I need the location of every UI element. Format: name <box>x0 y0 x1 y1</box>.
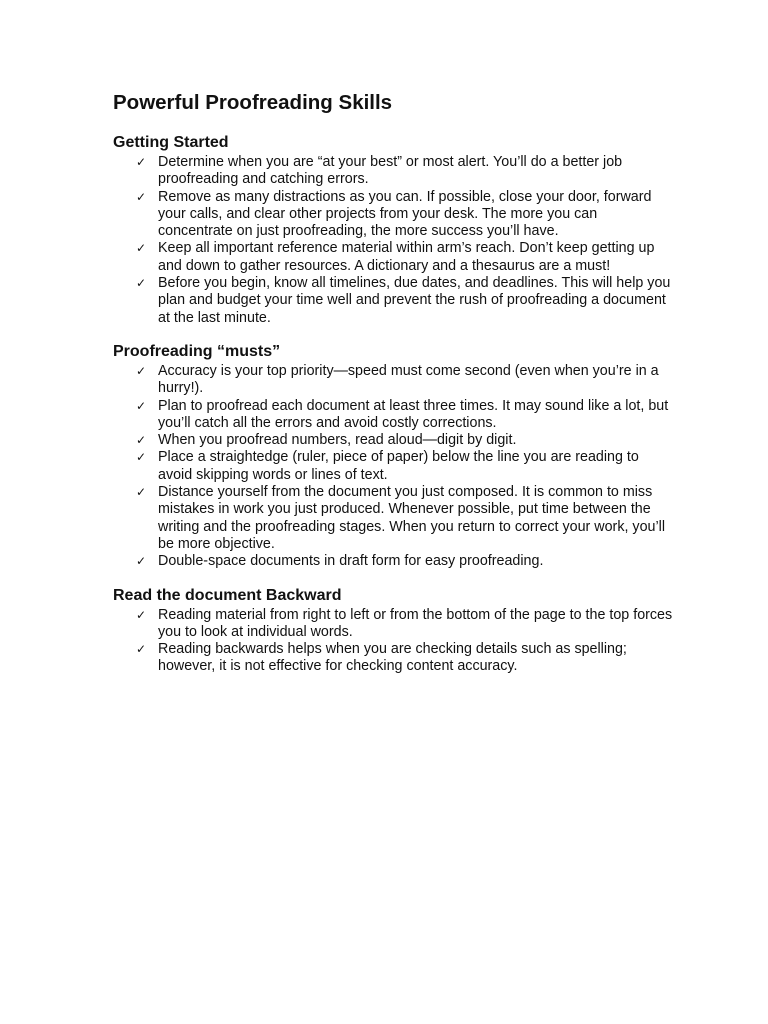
list-item <box>113 641 673 676</box>
document-title: Powerful Proofreading Skills <box>113 91 393 114</box>
checkmark-icon: ✓ <box>136 189 147 204</box>
list-item-text: When you proofread numbers, read aloud—digit by digit. <box>158 432 517 449</box>
checkmark-icon: ✓ <box>136 363 147 378</box>
section-heading-getting-started: Getting Started <box>113 134 229 151</box>
list-item-text: Reading material from right to left or from the bottom of the page to the top forces you to look at individual words. <box>158 606 673 640</box>
list-item <box>113 240 673 275</box>
list-item-text: Accuracy is your top priority—speed must come second (even when you’re in a hurry!). <box>158 362 659 397</box>
list-item-text: Plan to proofread each document at least three times. It may sound like a lot, but you’ll catch all the errors and avoid costly corrections. <box>158 397 669 431</box>
checkmark-icon: ✓ <box>136 642 147 657</box>
checkmark-icon: ✓ <box>136 155 147 169</box>
list-item <box>113 189 673 241</box>
checkmark-icon: ✓ <box>136 450 147 465</box>
list-item <box>113 432 673 449</box>
list-item-text: Determine when you are “at your best” or most alert. You’ll do a better job proofreading and catching errors. <box>158 154 623 188</box>
checkmark-icon: ✓ <box>136 554 147 569</box>
list-item <box>113 398 673 433</box>
section-heading-read-backward: Read the document Backward <box>113 586 342 604</box>
checkmark-icon: ✓ <box>136 607 147 622</box>
list-item-text: Double-space documents in draft form for easy proofreading. <box>158 553 544 570</box>
list-item-text: Place a straightedge (ruler, piece of paper) below the line you are reading to avoid skipping words or lines of text. <box>158 449 639 483</box>
section-heading-proofreading-musts: Proofreading “musts” <box>113 342 281 360</box>
list-item <box>113 553 673 570</box>
list-item-text: Before you begin, know all timelines, due dates, and deadlines. This will help you plan and budget your time well and prevent the rush of proofreading a document at the last minute. <box>158 275 671 326</box>
list-item <box>113 154 673 189</box>
checkmark-icon: ✓ <box>136 433 147 448</box>
list-item-text: Distance yourself from the document you just composed. It is common to miss mistakes in work you just produced. Whenever possible, put time between the writing and the proofreading stages. When you return to correct your work, you’ll be more objective. <box>158 484 665 552</box>
checklist-getting-started <box>113 154 673 327</box>
list-item <box>113 607 673 642</box>
checklist-read-backward <box>113 607 673 676</box>
checkmark-icon: ✓ <box>136 276 147 291</box>
list-item-text: Remove as many distractions as you can. If possible, close your door, forward your calls, and clear other projects from your desk. The more you can concentrate on just proofreading, the more success you’ll have. <box>158 188 652 240</box>
list-item-text: Reading backwards helps when you are checking details such as spelling; however, it is not effective for checking content accuracy. <box>158 641 627 675</box>
checkmark-icon: ✓ <box>136 398 147 413</box>
checklist-proofreading-musts <box>113 363 673 571</box>
checkmark-icon: ✓ <box>136 485 147 500</box>
checkmark-icon: ✓ <box>136 241 147 256</box>
list-item <box>113 275 673 327</box>
list-item <box>113 449 673 484</box>
list-item <box>113 484 673 553</box>
list-item <box>113 363 673 398</box>
document-page <box>113 88 673 676</box>
list-item-text: Keep all important reference material within arm’s reach. Don’t keep getting up and down to gather resources. A dictionary and a thesaurus are a must! <box>158 240 655 274</box>
